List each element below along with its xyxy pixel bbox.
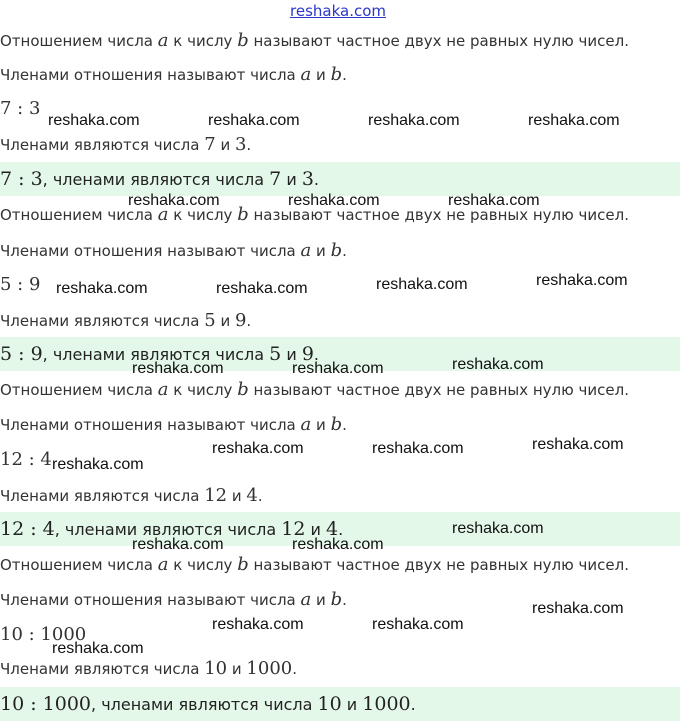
first-member: 10 bbox=[317, 693, 342, 715]
answer-ratio: 12 : 4 bbox=[0, 518, 55, 540]
members-end: . bbox=[342, 416, 347, 434]
definition-prefix: Отношением числа bbox=[0, 206, 158, 224]
ratio-expression: 12 : 4 bbox=[0, 449, 52, 470]
definition-mid: к числу bbox=[168, 206, 238, 224]
answer-end: . bbox=[313, 345, 320, 364]
variable-a: a bbox=[300, 64, 312, 85]
first-member: 12 bbox=[281, 518, 306, 540]
watermark-text: reshaka.com bbox=[128, 192, 220, 209]
answer-mid: , членами являются числа bbox=[54, 520, 282, 539]
and-word: и bbox=[311, 66, 331, 84]
second-member: 1000 bbox=[362, 693, 411, 715]
members-definition bbox=[0, 64, 347, 85]
watermark-text: reshaka.com bbox=[452, 520, 544, 537]
members-prefix: Членами отношения называют числа bbox=[0, 242, 301, 260]
answer-text bbox=[0, 693, 416, 715]
answer-ratio: 7 : 3 bbox=[0, 168, 43, 190]
variable-b: b bbox=[237, 554, 249, 575]
variable-a: a bbox=[300, 240, 312, 261]
and-word: и bbox=[311, 591, 331, 609]
members-end: . bbox=[342, 242, 347, 260]
variable-b: b bbox=[330, 589, 343, 610]
ratio-expression: 7 : 3 bbox=[0, 98, 41, 119]
watermark-text: reshaka.com bbox=[448, 192, 540, 209]
members-end: . bbox=[342, 66, 347, 84]
variable-a: a bbox=[157, 554, 169, 575]
second-member: 4 bbox=[246, 485, 258, 506]
members-prefix: Членами отношения называют числа bbox=[0, 66, 301, 84]
members-prefix: Членами отношения называют числа bbox=[0, 416, 301, 434]
watermark-text: reshaka.com bbox=[132, 536, 224, 553]
members-statement bbox=[0, 485, 263, 506]
watermark-text: reshaka.com bbox=[52, 640, 144, 657]
variable-b: b bbox=[237, 204, 249, 225]
variable-a: a bbox=[300, 414, 312, 435]
definition-mid: к числу bbox=[168, 556, 238, 574]
definition-mid: к числу bbox=[168, 381, 238, 399]
members-statement bbox=[0, 134, 251, 155]
statement-prefix: Членами являются числа bbox=[0, 487, 205, 505]
answer-ratio: 10 : 1000 bbox=[0, 693, 92, 715]
and-word: и bbox=[215, 136, 235, 154]
definition-text bbox=[0, 30, 629, 51]
watermark-text: reshaka.com bbox=[372, 616, 464, 633]
answer-mid: , членами являются числа bbox=[42, 345, 270, 364]
ratio-expression: 10 : 1000 bbox=[0, 624, 87, 645]
watermark-text: reshaka.com bbox=[372, 440, 464, 457]
second-member: 3 bbox=[234, 134, 247, 155]
watermark-text: reshaka.com bbox=[532, 600, 624, 617]
members-statement bbox=[0, 658, 297, 679]
definition-text bbox=[0, 554, 629, 575]
watermark-text: reshaka.com bbox=[216, 280, 308, 297]
second-member: 1000 bbox=[246, 658, 293, 679]
watermark-text: reshaka.com bbox=[528, 112, 620, 129]
answer-text bbox=[0, 168, 319, 190]
answer-ratio: 5 : 9 bbox=[0, 343, 43, 365]
site-link[interactable]: reshaka.com bbox=[290, 2, 386, 20]
answer-mid: , членами являются числа bbox=[42, 170, 270, 189]
and-word: и bbox=[281, 170, 302, 189]
definition-suffix: называют частное двух не равных нулю чисел. bbox=[248, 381, 629, 399]
watermark-text: reshaka.com bbox=[452, 356, 544, 373]
statement-prefix: Членами являются числа bbox=[0, 660, 205, 678]
first-member: 5 bbox=[269, 343, 282, 365]
answer-mid: , членами являются числа bbox=[91, 695, 318, 714]
and-word: и bbox=[311, 416, 331, 434]
watermark-text: reshaka.com bbox=[368, 112, 460, 129]
second-member: 9 bbox=[301, 343, 314, 365]
answer-end: . bbox=[338, 520, 344, 539]
definition-prefix: Отношением числа bbox=[0, 381, 158, 399]
watermark-text: reshaka.com bbox=[56, 280, 148, 297]
statement-prefix: Членами являются числа bbox=[0, 312, 205, 330]
second-member: 9 bbox=[234, 310, 247, 331]
members-statement bbox=[0, 310, 251, 331]
and-word: и bbox=[215, 312, 235, 330]
definition-text bbox=[0, 379, 629, 400]
first-member: 12 bbox=[204, 485, 228, 506]
watermark-text: reshaka.com bbox=[376, 276, 468, 293]
variable-b: b bbox=[330, 414, 343, 435]
watermark-text: reshaka.com bbox=[536, 272, 628, 289]
first-member: 10 bbox=[204, 658, 228, 679]
answer-end: . bbox=[410, 695, 416, 714]
answer-end: . bbox=[313, 170, 320, 189]
first-member: 7 bbox=[269, 168, 282, 190]
ratio-expression: 5 : 9 bbox=[0, 274, 41, 295]
definition-prefix: Отношением числа bbox=[0, 556, 158, 574]
statement-end: . bbox=[246, 312, 252, 330]
members-definition bbox=[0, 414, 347, 435]
second-member: 4 bbox=[326, 518, 339, 540]
variable-b: b bbox=[330, 240, 343, 261]
variable-b: b bbox=[330, 64, 343, 85]
watermark-text: reshaka.com bbox=[132, 360, 224, 377]
and-word: и bbox=[227, 660, 247, 678]
watermark-text: reshaka.com bbox=[208, 112, 300, 129]
watermark-text: reshaka.com bbox=[532, 436, 624, 453]
and-word: и bbox=[281, 345, 302, 364]
members-prefix: Членами отношения называют числа bbox=[0, 591, 301, 609]
watermark-text: reshaka.com bbox=[212, 440, 304, 457]
members-end: . bbox=[342, 591, 347, 609]
variable-b: b bbox=[237, 379, 249, 400]
definition-suffix: называют частное двух не равных нулю чисел. bbox=[248, 556, 629, 574]
and-word: и bbox=[311, 242, 331, 260]
and-word: и bbox=[227, 487, 247, 505]
definition-suffix: называют частное двух не равных нулю чисел. bbox=[248, 32, 629, 50]
and-word: и bbox=[341, 695, 363, 714]
second-member: 3 bbox=[301, 168, 314, 190]
statement-end: . bbox=[292, 660, 298, 678]
variable-b: b bbox=[237, 30, 249, 51]
first-member: 5 bbox=[204, 310, 216, 331]
definition-suffix: называют частное двух не равных нулю чисел. bbox=[248, 206, 629, 224]
statement-end: . bbox=[257, 487, 263, 505]
definition-mid: к числу bbox=[168, 32, 238, 50]
first-member: 7 bbox=[204, 134, 216, 155]
and-word: и bbox=[305, 520, 326, 539]
statement-prefix: Членами являются числа bbox=[0, 136, 205, 154]
watermark-text: reshaka.com bbox=[292, 536, 384, 553]
variable-a: a bbox=[157, 204, 169, 225]
definition-prefix: Отношением числа bbox=[0, 32, 158, 50]
watermark-text: reshaka.com bbox=[212, 616, 304, 633]
members-definition bbox=[0, 240, 347, 261]
variable-a: a bbox=[157, 30, 169, 51]
statement-end: . bbox=[246, 136, 252, 154]
variable-a: a bbox=[300, 589, 312, 610]
watermark-text: reshaka.com bbox=[288, 192, 380, 209]
watermark-text: reshaka.com bbox=[48, 112, 140, 129]
watermark-text: reshaka.com bbox=[52, 456, 144, 473]
variable-a: a bbox=[157, 379, 169, 400]
watermark-text: reshaka.com bbox=[292, 360, 384, 377]
members-definition bbox=[0, 589, 347, 610]
